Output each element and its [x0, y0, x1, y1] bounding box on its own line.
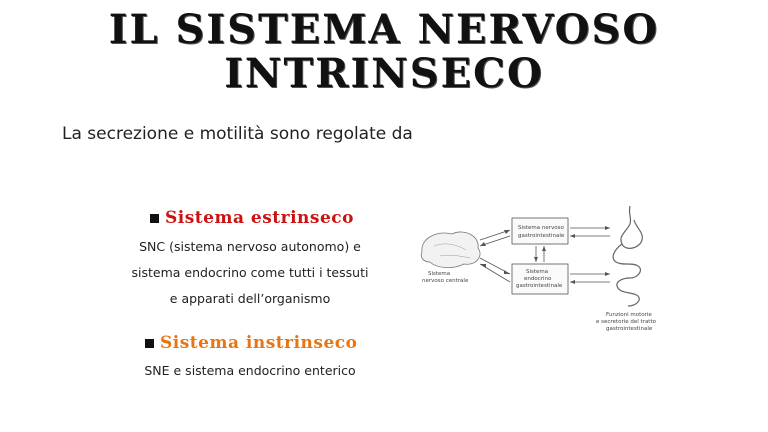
section-heading-estrinseco-text: Sistema estrinseco: [165, 208, 354, 228]
digestive-tract-icon: [613, 206, 642, 306]
gut-label-line: gastrointestinale: [606, 326, 653, 332]
box-endocrine-gi-line: endocrino: [524, 276, 552, 282]
diagram-figure: [400, 202, 700, 332]
gut-label-line: Funzioni motorie: [606, 312, 652, 318]
section-heading-instrinseco-text: Sistema instrinseco: [160, 333, 358, 353]
slide-subtitle: La secrezione e motilità sono regolate da: [62, 124, 413, 144]
box-endocrine-gi-line: gastrointestinale: [516, 283, 563, 289]
desc-line: sistema endocrino come tutti i tessuti: [131, 265, 369, 280]
section-desc-estrinseco: [130, 234, 370, 312]
section-heading-instrinseco: [145, 333, 358, 353]
desc-line: e apparati dell’organismo: [169, 291, 331, 306]
desc-line: SNC (sistema nervoso autonomo) e: [139, 239, 361, 254]
desc-line: SNE e sistema endocrino enterico: [144, 363, 356, 378]
slide-title-line-1: IL SISTEMA NERVOSO: [108, 6, 660, 53]
diagram-svg: [400, 202, 700, 332]
section-desc-instrinseco: [130, 358, 370, 384]
section-heading-estrinseco: [150, 208, 354, 228]
box-nervous-gi: [512, 218, 568, 244]
bullet-square-icon: [150, 214, 159, 223]
box-nervous-gi-line: gastrointestinale: [518, 233, 565, 239]
box-nervous-gi-line: Sistema nervoso: [518, 225, 564, 231]
brain-label-line: nervoso centrale: [422, 278, 469, 284]
brain-icon: [421, 232, 480, 268]
bullet-square-icon: [145, 339, 154, 348]
slide-title: [0, 8, 768, 96]
brain-label-line: Sistema: [428, 271, 451, 277]
box-endocrine-gi-line: Sistema: [526, 269, 549, 275]
gut-label-line: e secretorie del tratto: [596, 319, 656, 325]
slide-title-line-2: INTRINSECO: [224, 50, 544, 97]
